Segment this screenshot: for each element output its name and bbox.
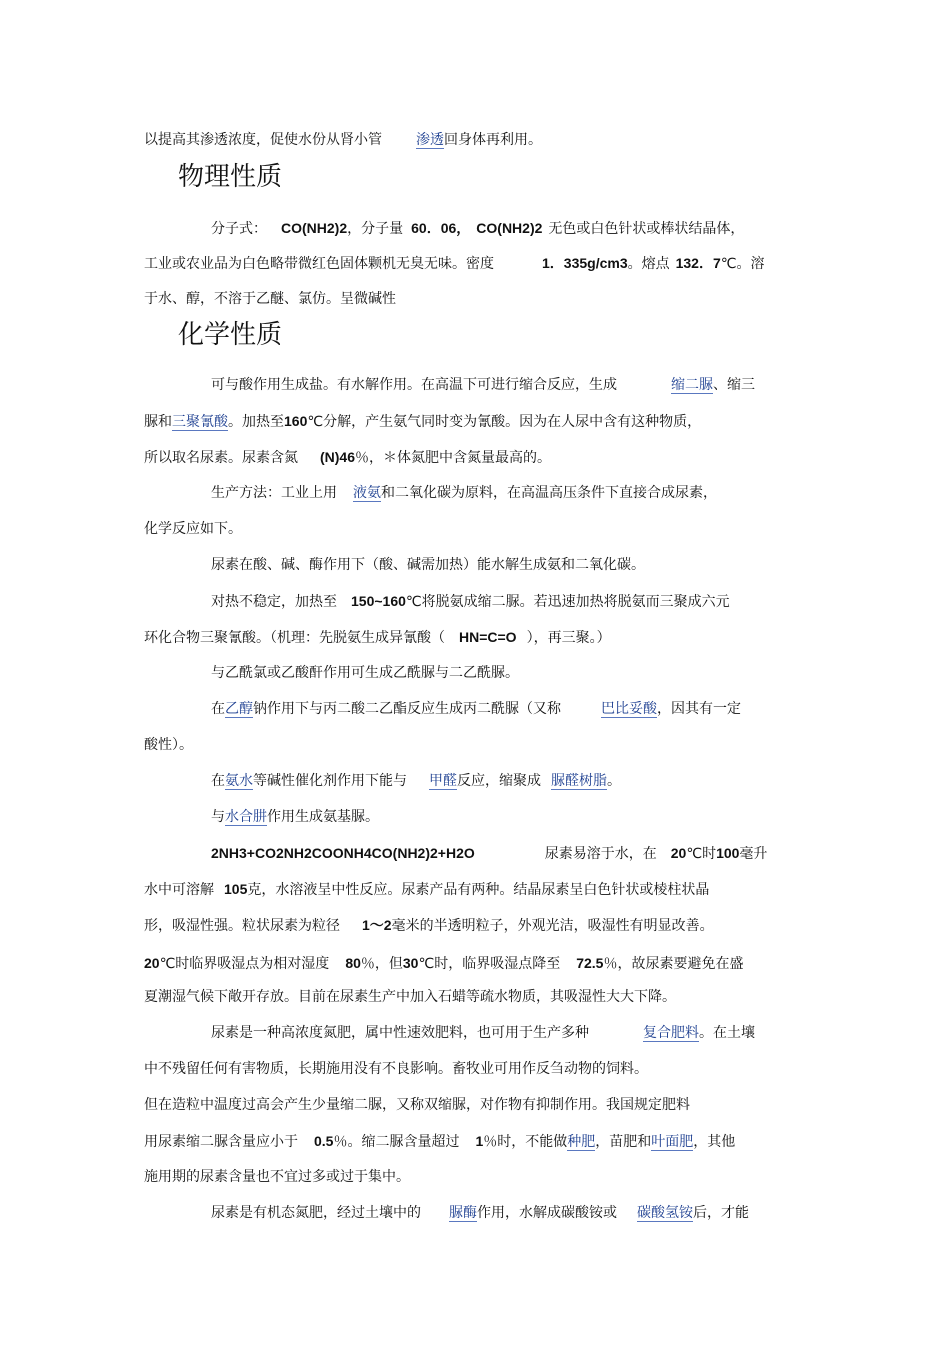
equation: NH2COONH4 [283, 845, 372, 861]
text-line: 中不残留任何有害物质，长期施用没有不良影响。畜牧业可用作反刍动物的饲料。 [144, 1061, 648, 1077]
temperature: 150~160 [351, 593, 406, 609]
text: 可与酸作用生成盐。有水解作用。在高温下可进行缩合反应，生成 [211, 377, 617, 393]
text: ），再三聚。） [526, 630, 611, 646]
link-hydrazine-hydrate[interactable]: 水合肼 [225, 809, 267, 825]
link-urea-formaldehyde-resin[interactable]: 脲醛树脂 [551, 773, 607, 789]
text-line [211, 1023, 755, 1043]
text: 以提高其渗透浓度，促使水份从肾小管 [144, 132, 382, 148]
link-seed-fertilizer[interactable]: 种肥 [567, 1134, 596, 1150]
text: 水中可溶解 [144, 882, 214, 898]
text: ，因其有一定 [657, 701, 741, 717]
link-cyanuric-acid[interactable]: 三聚氰酸 [172, 414, 228, 430]
text-line [211, 807, 379, 827]
text: 回身体再利用。 [444, 132, 542, 148]
text: 生产方法：工业上用 [211, 485, 337, 501]
text-line [144, 627, 611, 648]
text: ℃时 [686, 846, 717, 862]
text: 环化合物三聚氰酸。（机理：先脱氨生成异氰酸（ [144, 630, 445, 646]
text-line: 与乙酰氯或乙酸酐作用可生成乙酰脲与二乙酰脲。 [211, 665, 519, 681]
text: ，分子量 [347, 221, 404, 237]
text: 尿素是一种高浓度氮肥，属中性速效肥料，也可用于生产多种 [211, 1025, 589, 1041]
text-line: 于水、醇，不溶于乙醚、氯仿。呈微碱性 [144, 291, 396, 307]
text: 。熔点 [627, 256, 670, 272]
humidity: 80 [345, 955, 361, 971]
text: 作用生成氨基脲。 [267, 809, 379, 825]
text: 形，吸湿性强。粒状尿素为粒径 [144, 918, 340, 934]
link-compound-fertilizer[interactable]: 复合肥料 [643, 1025, 699, 1041]
link-foliar-fertilizer[interactable]: 叶面肥 [651, 1134, 694, 1150]
text: 尿素易溶于水，在 [544, 846, 657, 862]
text: ％，故尿素要避免在盛 [603, 956, 744, 972]
temperature: 20 [670, 845, 687, 861]
text: 作用，水解成碳酸铵或 [477, 1205, 617, 1221]
text: 、缩三 [713, 377, 755, 393]
text: 对热不稳定，加热至 [211, 594, 337, 610]
text: 工业或农业品为白色略带微红色固体颗机无臭无味。密度 [144, 256, 494, 272]
text-line: 尿素在酸、碱、酶作用下（酸、碱需加热）能水解生成氨和二氧化碳。 [211, 557, 645, 573]
text-line: 夏潮湿气候下敞开存放。目前在尿素生产中加入石蜡等疏水物质，其吸湿性大大下降。 [144, 989, 676, 1005]
text-line [144, 411, 701, 432]
text-line [211, 375, 755, 395]
text: 克，水溶液呈中性反应。尿素产品有两种。结晶尿素呈白色针状或棱柱状晶 [247, 882, 710, 898]
nitrogen-content: (N)46 [320, 449, 356, 465]
text: ％时，不能做 [483, 1134, 568, 1150]
text-line [211, 1203, 749, 1223]
text: 在 [211, 773, 225, 789]
text-line [144, 915, 714, 936]
molecular-weight: 60．06， [411, 220, 471, 236]
temperature: 20 [144, 955, 160, 971]
text-line [211, 843, 767, 864]
text-line [211, 699, 741, 719]
text: 分子式： [211, 221, 267, 237]
link-barbituric-acid[interactable]: 巴比妥酸 [601, 701, 657, 717]
text: ℃将脱氨成缩二脲。若迅速加热将脱氨而三聚成六元 [405, 594, 730, 610]
text: 用尿素缩二脲含量应小于 [144, 1134, 298, 1150]
text-line [144, 1131, 735, 1152]
text: 钠作用下与丙二酸二乙酯反应生成丙二酰脲（又称 [253, 701, 561, 717]
text-line [211, 591, 730, 612]
particle-size: 1～2 [362, 917, 392, 933]
formula: CO(NH2)2 [281, 220, 348, 236]
text: 无色或白色针状或棒状结晶体， [548, 221, 745, 237]
formula: CO(NH2)2 [476, 220, 543, 236]
link-osmosis[interactable]: 渗透 [416, 132, 444, 148]
text-line [144, 879, 709, 900]
text: ％。缩二脲含量超过 [333, 1134, 460, 1150]
link-ammonia-water[interactable]: 氨水 [225, 773, 253, 789]
section-heading-physical: 物理性质 [178, 162, 283, 192]
density: 1．335g/cm3 [542, 255, 628, 271]
text: 。加热至 [228, 414, 284, 430]
text-line [144, 130, 542, 150]
section-heading-chemical: 化学性质 [178, 320, 283, 350]
text: 后，才能 [693, 1205, 749, 1221]
text-line [144, 253, 765, 274]
link-liquid-ammonia[interactable]: 液氨 [353, 485, 381, 501]
text: 毫米的半透明粒子，外观光洁，吸湿性有明显改善。 [391, 918, 714, 934]
text: 等碱性催化剂作用下能与 [253, 773, 407, 789]
text-line: 酸性）。 [144, 737, 193, 753]
text: 毫升 [739, 846, 768, 862]
temperature: 30 [402, 955, 419, 971]
percentage: 0.5 [314, 1133, 334, 1149]
text: 反应，缩聚成 [457, 773, 541, 789]
text: 尿素是有机态氮肥，经过土壤中的 [211, 1205, 421, 1221]
text: ℃时，临界吸湿点降至 [418, 956, 561, 972]
text-line [211, 483, 717, 503]
text: 所以取名尿素。尿素含氮 [144, 450, 298, 466]
text: 脲和 [144, 414, 172, 430]
equation: 2NH3+CO2 [211, 845, 284, 861]
text-line [144, 447, 551, 468]
humidity: 72.5 [576, 955, 604, 971]
melting-point: 132．7 [675, 255, 721, 271]
percentage: 1 [475, 1133, 484, 1149]
text-line: 但在造粒中温度过高会产生少量缩二脲，又称双缩脲，对作物有抑制作用。我国规定肥料 [144, 1097, 690, 1113]
text-line [211, 771, 621, 791]
text: ℃时临界吸湿点为相对湿度 [159, 956, 330, 972]
text: 在 [211, 701, 225, 717]
text: 。在土壤 [699, 1025, 755, 1041]
temperature: 160 [284, 413, 308, 429]
link-urease[interactable]: 脲酶 [449, 1205, 477, 1221]
text-line [144, 953, 743, 974]
text: ℃。溶 [720, 256, 765, 272]
text-line: 化学反应如下。 [144, 521, 242, 537]
link-ethanol[interactable]: 乙醇 [225, 701, 253, 717]
equation: CO(NH2)2+H2O [371, 845, 475, 861]
text-line [211, 218, 744, 239]
text-line: 施用期的尿素含量也不宜过多或过于集中。 [144, 1169, 410, 1185]
text: 。 [607, 773, 621, 789]
volume: 100 [716, 845, 740, 861]
link-formaldehyde[interactable]: 甲醛 [429, 773, 457, 789]
text: ，苗肥和 [595, 1134, 652, 1150]
link-biuret[interactable]: 缩二脲 [671, 377, 713, 393]
text: ，其他 [693, 1134, 736, 1150]
solubility: 105 [224, 881, 248, 897]
link-ammonium-bicarbonate[interactable]: 碳酸氢铵 [637, 1205, 693, 1221]
text: ％，但 [360, 956, 403, 972]
text: ℃分解，产生氨气同时变为氰酸。因为在人尿中含有这种物质， [307, 414, 702, 430]
text: 与 [211, 809, 225, 825]
text: 和二氧化碳为原料，在高温高压条件下直接合成尿素， [381, 485, 717, 501]
formula: HN=C=O [459, 629, 517, 645]
text: ％，＊体氮肥中含氮量最高的。 [355, 450, 552, 466]
